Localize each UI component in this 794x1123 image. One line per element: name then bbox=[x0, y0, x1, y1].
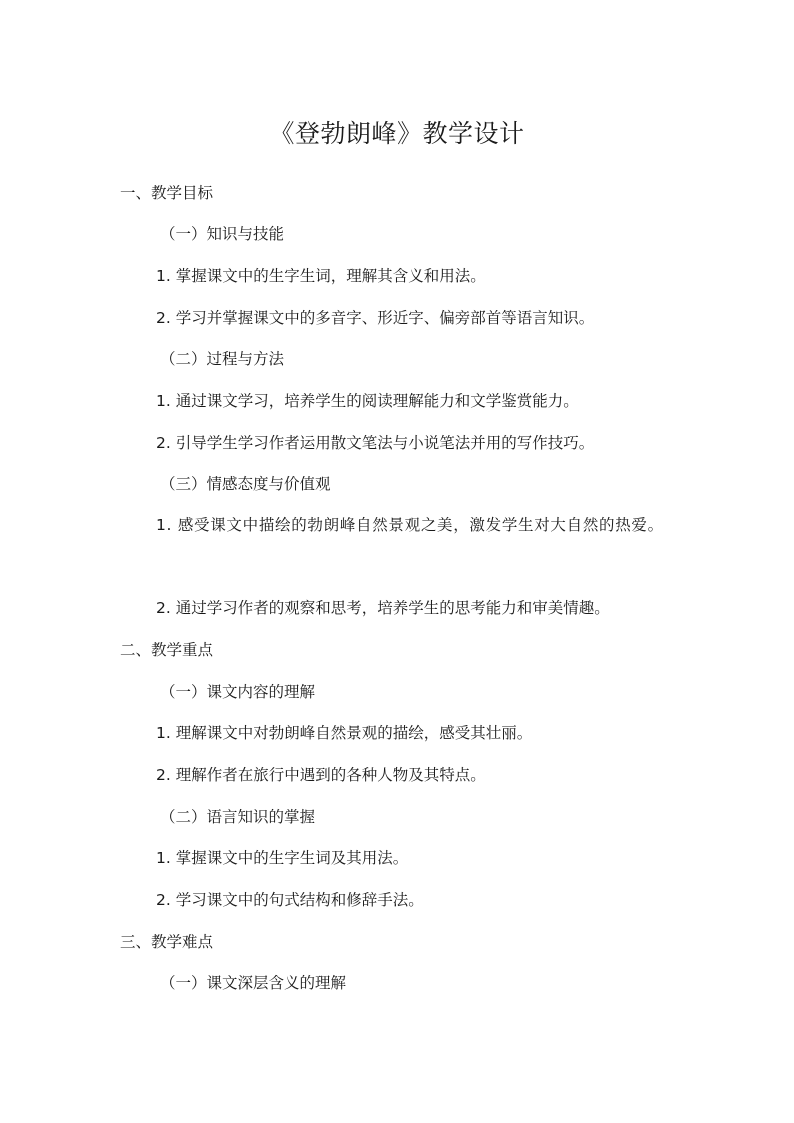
subheading-text-understanding: （一）课文内容的理解 bbox=[160, 683, 316, 701]
paragraph: 2. 引导学生学习作者运用散文笔法与小说笔法并用的写作技巧。 bbox=[156, 434, 595, 452]
document-title: 《登勃朗峰》教学设计 bbox=[269, 119, 525, 148]
subheading-process-methods: （二）过程与方法 bbox=[160, 350, 285, 368]
paragraph: 2. 学习并掌握课文中的多音字、形近字、偏旁部首等语言知识。 bbox=[156, 309, 595, 327]
section-heading-objectives: 一、教学目标 bbox=[120, 184, 214, 202]
subheading-knowledge-skills: （一）知识与技能 bbox=[160, 225, 285, 243]
paragraph: 1. 通过课文学习，培养学生的阅读理解能力和文学鉴赏能力。 bbox=[156, 392, 579, 410]
paragraph: 1. 理解课文中对勃朗峰自然景观的描绘，感受其壮丽。 bbox=[156, 724, 533, 742]
paragraph: 2. 通过学习作者的观察和思考，培养学生的思考能力和审美情趣。 bbox=[156, 599, 610, 617]
paragraph: 1. 掌握课文中的生字生词及其用法。 bbox=[156, 849, 409, 867]
paragraph: 2. 学习课文中的句式结构和修辞手法。 bbox=[156, 891, 424, 909]
subheading-language-knowledge: （二）语言知识的掌握 bbox=[160, 808, 316, 826]
subheading-deep-meaning: （一）课文深层含义的理解 bbox=[160, 974, 347, 992]
section-heading-key-points: 二、教学重点 bbox=[120, 641, 214, 659]
section-heading-difficulties: 三、教学难点 bbox=[120, 933, 214, 951]
paragraph: 2. 理解作者在旅行中遇到的各种人物及其特点。 bbox=[156, 766, 486, 784]
subheading-emotions-values: （三）情感态度与价值观 bbox=[160, 475, 331, 493]
paragraph-wrapped: 1. 感受课文中描绘的勃朗峰自然景观之美，激发学生对大自然的热爱。 bbox=[156, 516, 664, 534]
paragraph: 1. 掌握课文中的生字生词，理解其含义和用法。 bbox=[156, 267, 486, 285]
